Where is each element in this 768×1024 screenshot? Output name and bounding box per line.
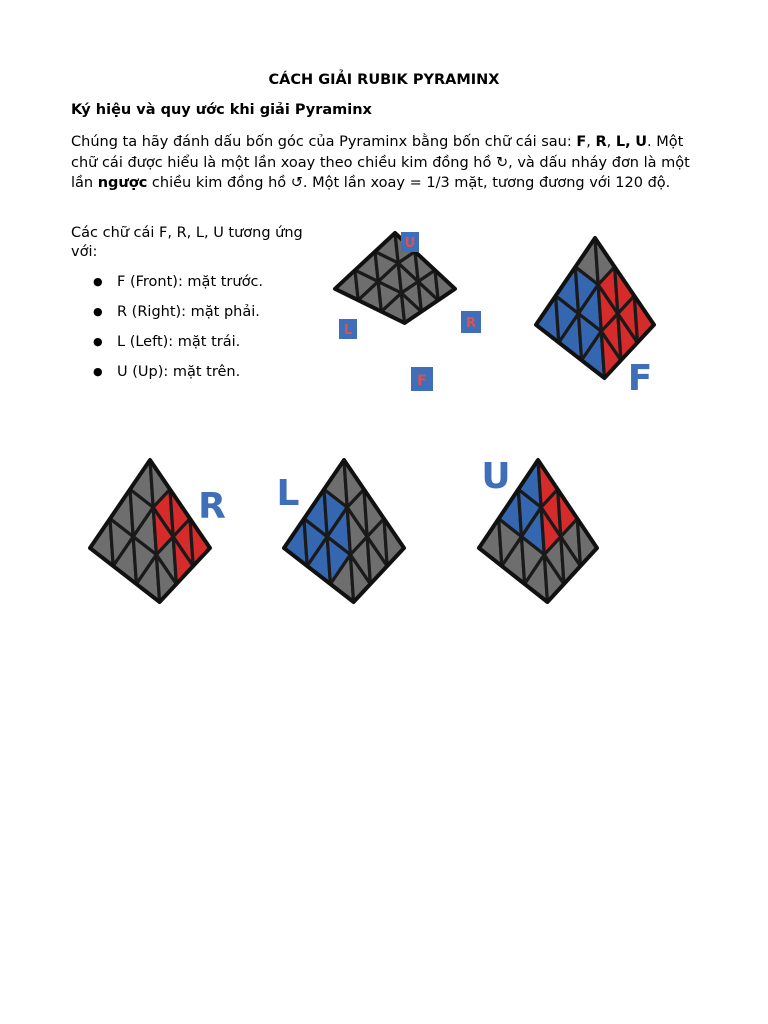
faces-intro: Các chữ cái F, R, L, U tương ứng với: [71, 225, 303, 260]
letter-u: U [635, 134, 648, 150]
letter-f: F [576, 134, 587, 150]
face-text: U (Up): mặt trên. [117, 364, 241, 380]
bullet-icon: ● [93, 335, 103, 348]
sep1: , [586, 134, 596, 150]
move-r-label: R [198, 486, 226, 527]
document-title: CÁCH GIẢI RUBIK PYRAMINX [268, 72, 500, 88]
faces-list [71, 272, 263, 392]
pyramid-corners-figure [335, 228, 485, 393]
emph-nguoc: ngược [97, 175, 148, 191]
letter-r: R [595, 134, 607, 150]
sep2: , [606, 134, 616, 150]
bullet-icon: ● [93, 305, 103, 318]
list-item [71, 332, 263, 362]
list-item [71, 362, 263, 392]
para-part3: chiều kim đồng hồ ↺. Một lần xoay = 1/3 mặt, tương đương với 120 độ. [147, 175, 671, 191]
move-l-label: L [276, 473, 300, 514]
label-f: F [417, 373, 427, 389]
letter-l: L, [615, 134, 631, 150]
list-item [71, 302, 263, 332]
label-u: U [404, 236, 416, 251]
intro-paragraph [71, 132, 701, 194]
label-l: L [343, 323, 353, 338]
list-item [71, 272, 263, 302]
pyramid-l-move-figure [278, 458, 408, 606]
section-heading: Ký hiệu và quy ước khi giải Pyraminx [71, 102, 372, 118]
move-f-label: F [627, 358, 653, 399]
label-r: R [465, 316, 477, 331]
pyramid-f-move-figure [530, 235, 660, 399]
para-part2: . Một chữ cái được hiểu là một lần xoay theo chiều kim đồng hồ ↻, và dấu nháy đơn là một lần [71, 134, 690, 191]
face-text: R (Right): mặt phải. [117, 304, 260, 320]
face-text: F (Front): mặt trước. [117, 274, 264, 290]
face-text: L (Left): mặt trái. [117, 334, 241, 350]
move-u-label: U [481, 456, 511, 497]
bullet-icon: ● [93, 275, 103, 288]
para-part1: Chúng ta hãy đánh dấu bốn góc của Pyraminx bằng bốn chữ cái sau: [71, 134, 577, 150]
bullet-icon: ● [93, 365, 103, 378]
pyramid-r-move-figure [88, 458, 228, 606]
pyramid-u-move-figure [476, 455, 601, 605]
